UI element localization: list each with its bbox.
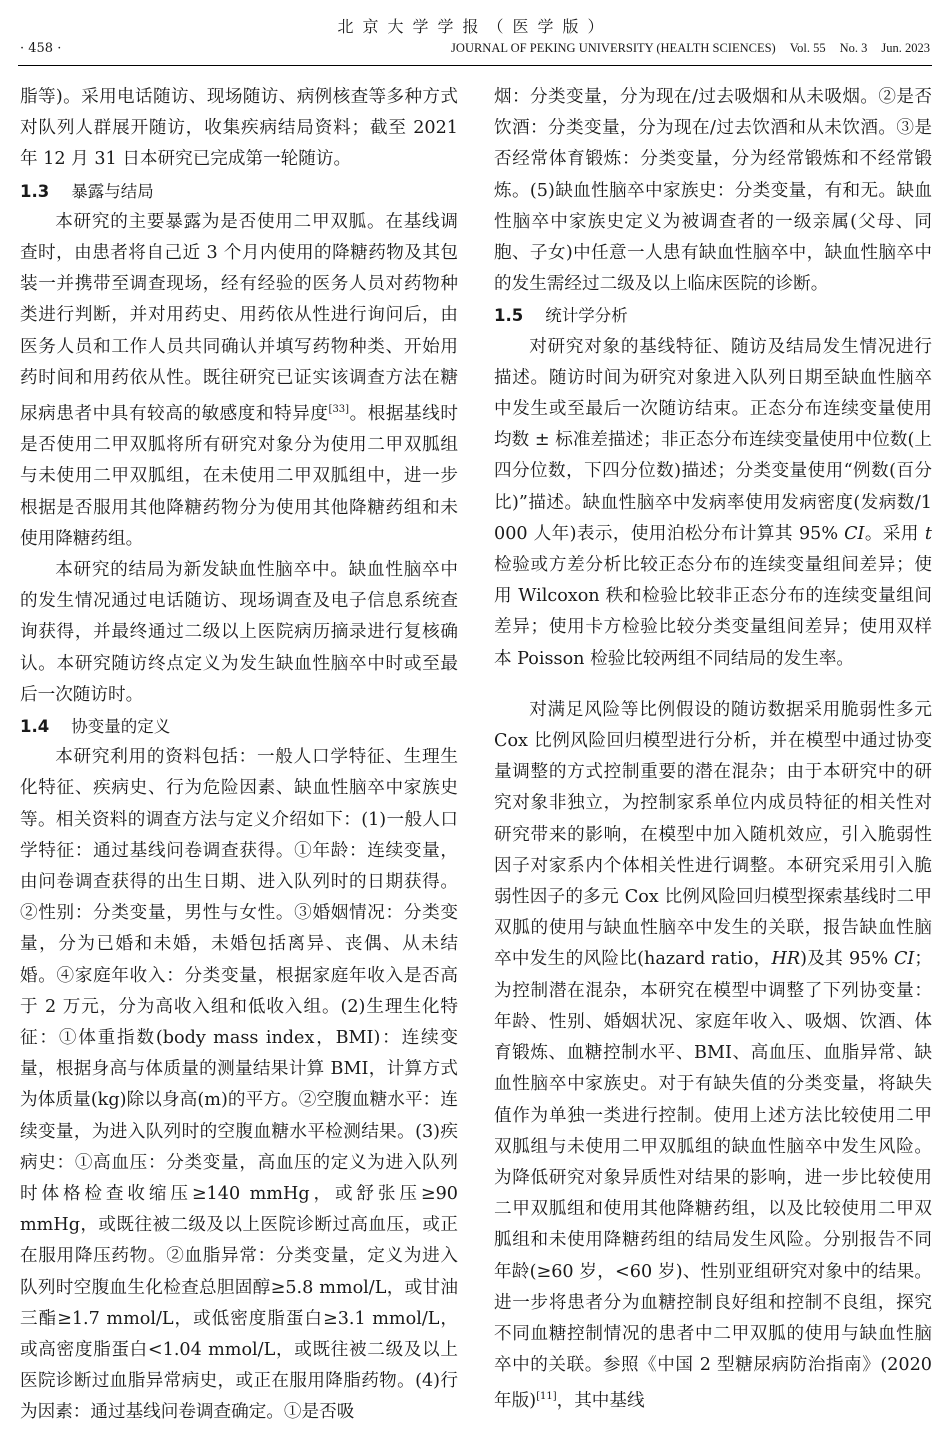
- journal-name-en: JOURNAL OF PEKING UNIVERSITY (HEALTH SCIENCES): [451, 41, 776, 55]
- section-title: 协变量的定义: [71, 716, 171, 736]
- section-title: 暴露与结局: [71, 181, 154, 201]
- issue: No. 3: [839, 41, 868, 55]
- journal-title-en: [451, 41, 930, 56]
- citation-33: [33]: [328, 404, 350, 416]
- ci-symbol: CI: [893, 949, 915, 970]
- paragraph-statistics-cox: [494, 695, 932, 1418]
- paragraph-text: 。根据基线时是否使用二甲双胍将所有研究对象分为使用二甲双胍组与未使用二甲双胍组，在未使用二甲双胍组中，进一步根据是否服用其他降糖药物分为使用其他降糖药组和未使用降糖药组。: [20, 403, 458, 549]
- issue-date: Jun. 2023: [881, 41, 930, 55]
- paragraph-text: 检验或方差分析比较正态分布的连续变量组间差异；使用 Wilcoxon 秩和检验比较非正态分布的连续变量组间差异；使用卡方检验比较分类变量组间差异；使用双样本 Poisson 检验比较两组不同结局的发生率。: [494, 555, 932, 669]
- citation-11: [11]: [536, 1391, 557, 1403]
- paragraph-text: 本研究的主要暴露为是否使用二甲双胍。在基线调查时，由患者将自己近 3 个月内使用的降糖药物及其包装一并携带至调查现场，经有经验的医务人员对药物种类进行判断，并对用药史、用药依从性进行询问后，由医务人员和工作人员共同确认并填写药物种类、开始用药时间和用药依从性。既往研究已证实该调查方法在糖尿病患者中具有较高的敏感度和特异度: [20, 211, 458, 424]
- t-symbol: t: [924, 523, 932, 544]
- paragraph-continued: 烟：分类变量，分为现在/过去吸烟和从未吸烟。②是否饮酒：分类变量，分为现在/过去饮酒和从未饮酒。③是否经常体育锻炼：分类变量，分为经常锻炼和不经常锻炼。(5)缺血性脑卒中家族史：分类变量，有和无。缺血性脑卒中家族史定义为被调查者的一级亲属(父母、同胞、子女)中任意一人患有缺血性脑卒中，缺血性脑卒中的发生需经过二级及以上临床医院的诊断。: [494, 87, 932, 295]
- paragraph-covariates: 本研究利用的资料包括：一般人口学特征、生理生化特征、疾病史、行为危险因素、缺血性脑卒中家族史等。相关资料的调查方法与定义介绍如下：(1)一般人口学特征：通过基线问卷调查获得。①年龄：连续变量，由问卷调查获得的出生日期、进入队列时的日期获得。②性别：分类变量，男性与女性。③婚姻情况：分类变量，分为已婚和未婚，未婚包括离异、丧偶、从未结婚。④家庭年收入：分类变量，根据家庭年收入是否高于 2 万元，分为高收入组和低收入组。(2)生理生化特征：①体重指数(body mass index，BMI)：连续变量，根据身高与体质量的测量结果计算 BMI，计算方式为体质量(kg)除以身高(m)的平方。②空腹血糖水平：连续变量，为进入队列时的空腹血糖水平检测结果。(3)疾病史：①高血压：分类变量，高血压的定义为进入队列时体格检查收缩压≥140 mmHg，或舒张压≥90 mmHg，或既往被二级及以上医院诊断过高血压，或正在服用降压药物。②血脂异常：分类变量，定义为进入队列时空腹血生化检查总胆固醇≥5.8 mmol/L，或甘油三酯≥1.7 mmol/L，或低密度脂蛋白≥3.1 mmol/L，或高密度脂蛋白<1.04 mmol/L，或既往被二级及以上医院诊断过血脂异常病史，或正在服用降脂药物。(4)行为因素：通过基线问卷调查确定。①是否吸: [20, 747, 458, 1423]
- paragraph-statistics-descriptive: [494, 332, 932, 675]
- right-column: [494, 82, 932, 1417]
- section-heading-1-3: [20, 176, 458, 207]
- paragraph-text: ；为控制潜在混杂，本研究在模型中调整了下列协变量：年龄、性别、婚姻状况、家庭年收入、吸烟、饮酒、体育锻炼、血糖控制水平、BMI、高血压、血脂异常、缺血性脑卒中家族史。对于有缺失值的分类变量，将缺失值作为单独一类进行控制。使用上述方法比较使用二甲双胍组与未使用二甲双胍组的缺血性脑卒中发生风险。为降低研究对象异质性对结果的影响，进一步比较使用二甲双胍组和使用其他降糖药组，以及比较使用二甲双胍组和未使用降糖药组的结局发生风险。分别报告不同年龄(≥60 岁，<60 岁)、性别亚组研究对象中的结果。进一步将患者分为血糖控制良好组和控制不良组，探究不同血糖控制情况的患者中二甲双胍的使用与缺血性脑卒中的关联。参照《中国 2 型糖尿病防治指南》(2020 年版): [494, 949, 932, 1412]
- journal-header: [0, 0, 950, 70]
- section-number: 1.4: [20, 716, 50, 736]
- hr-symbol: HR: [771, 949, 801, 970]
- page-number: · 458 ·: [20, 41, 62, 56]
- paragraph-text: ，其中基线: [556, 1391, 645, 1412]
- paragraph-text: 。采用: [864, 523, 925, 544]
- left-column: [20, 82, 458, 1429]
- paragraph-text: )及其 95%: [800, 949, 894, 970]
- section-number: 1.3: [20, 181, 50, 201]
- journal-title-cn: 北京大学学报（医学版）: [337, 17, 613, 36]
- paragraph-exposure: [20, 207, 458, 555]
- header-rule: [18, 65, 932, 66]
- section-title: 统计学分析: [545, 306, 628, 326]
- section-heading-1-4: [20, 711, 458, 742]
- section-number: 1.5: [494, 306, 524, 326]
- paragraph-gap: [494, 675, 932, 695]
- volume: Vol. 55: [789, 41, 826, 55]
- paragraph-text: 对研究对象的基线特征、随访及结局发生情况进行描述。随访时间为研究对象进入队列日期至缺血性脑卒中发生或至最后一次随访结束。正态分布连续变量使用均数 ± 标准差描述；非正态分布连续变量使用中位数(上四分位数，下四分位数)描述；分类变量使用“例数(百分比)”描述。缺血性脑卒中发病率使用发病密度(发病数/1 000 人年)表示，使用泊松分布计算其 95%: [494, 336, 932, 544]
- ci-symbol: CI: [844, 523, 865, 544]
- paragraph-outcome: 本研究的结局为新发缺血性脑卒中。缺血性脑卒中的发生情况通过电话随访、现场调查及电子信息系统查询获得，并最终通过二级以上医院病历摘录进行复核确认。本研究随访终点定义为发生缺血性脑卒中时或至最后一次随访时。: [20, 559, 458, 705]
- section-heading-1-5: [494, 300, 932, 331]
- paragraph-text: 对满足风险等比例假设的随访数据采用脆弱性多元 Cox 比例风险回归模型进行分析，并在模型中通过协变量调整的方式控制重要的潜在混杂；由于本研究中的研究对象非独立，为控制家系单位内成员特征的相关性对研究带来的影响，在模型中加入随机效应，引入脆弱性因子对家系内个体相关性进行调整。本研究采用引入脆弱性因子的多元 Cox 比例风险回归模型探索基线时二甲双胍的使用与缺血性脑卒中发生的关联，报告缺血性脑卒中发生的风险比(hazard ratio，: [494, 699, 932, 970]
- paragraph-continued: 脂等)。采用电话随访、现场随访、病例核查等多种方式对队列人群展开随访，收集疾病结局资料；截至 2021 年 12 月 31 日本研究已完成第一轮随访。: [20, 87, 458, 170]
